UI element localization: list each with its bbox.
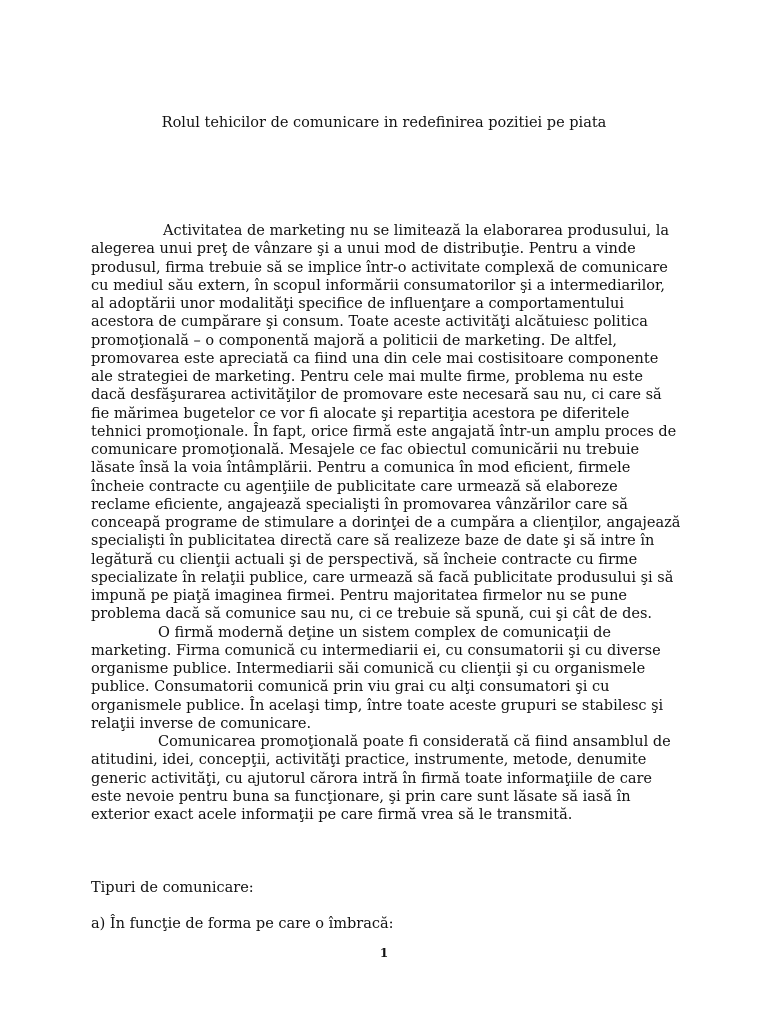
paragraph-1: Activitatea de marketing nu se limitează la elaborarea produsului, la alegerea unui preţ de vânzare şi a unui mod de distribuţie. Pentru a vinde produsul, firma trebuie să se implice într-o activitate complexă de comunicare cu mediul său extern, în scopul informării consumatorilor şi a intermediarilor, al adoptării unor modalităţi specifice de influenţare a comportamentului acestora de cumpărare şi consum. Toate aceste activităţi alcătuiesc politica promoţională – o componentă majoră a politicii de marketing. De altfel, promovarea este apreciată ca fiind una din cele mai costisitoare componente ale strategiei de marketing. Pentru cele mai multe firme, problema nu este dacă desfăşurarea activităţilor de promovare este necesară sau nu, ci care să fie mărimea bugetelor ce vor fi alocate şi repartiţia acestora pe diferitele tehnici promoţionale. În fapt, orice firmă este angajată într-un amplu proces de comunicare promoţională. Mesajele ce fac obiectul comunicării nu trebuie lăsate însă la voia întâmplării. Pentru a comunica în mod eficient, firmele încheie contracte cu agenţiile de publicitate care urmează să elaboreze reclame eficiente, angajează specialişti în promovarea vânzărilor care să conceapă programe de stimulare a dorinţei de a cumpăra a clienţilor, angajează specialişti în publicitatea directă care să realizeze baze de date şi să intre în legătură cu clienţii actuali şi de perspectivă, să încheie contracte cu firme specializate în relaţii publice, care urmează să facă publicitate produsului şi să impună pe piaţă imaginea firmei. Pentru majoritatea firmelor nu se pune problema dacă să comunice sau nu, ci ce trebuie să spună, cui şi cât de des. bbox=[91, 223, 681, 623]
document-title: Rolul tehicilor de comunicare in redefinirea pozitiei pe piata bbox=[161, 115, 607, 131]
page-number: 1 bbox=[379, 946, 389, 960]
section-heading-types: Tipuri de comunicare: bbox=[91, 880, 254, 896]
subsection-heading-a: a) În funcţie de forma pe care o îmbracă: bbox=[91, 916, 394, 932]
paragraph-3: Comunicarea promoţională poate fi considerată că fiind ansamblul de atitudini, idei, concepţii, activităţi practice, instrumente, metode, denumite generic activităţi, cu ajutorul cărora intră în firmă toate informaţiile de care este nevoie pentru buna sa funcţionare, şi prin care sunt lăsate să iasă în exterior exact acele informaţii pe care firmă vrea să le transmită. bbox=[91, 734, 671, 823]
paragraph-2: O firmă modernă deţine un sistem complex de comunicaţii de marketing. Firma comunică cu intermediarii ei, cu consumatorii şi cu diverse organisme publice. Intermediarii săi comunică cu clienţii şi cu organismele publice. Consumatorii comunică prin viu grai cu alţi consumatori şi cu organismele publice. În acelaşi timp, între toate aceste grupuri se stabilesc şi relaţii inverse de comunicare. bbox=[91, 624, 664, 732]
document-body bbox=[91, 222, 681, 824]
